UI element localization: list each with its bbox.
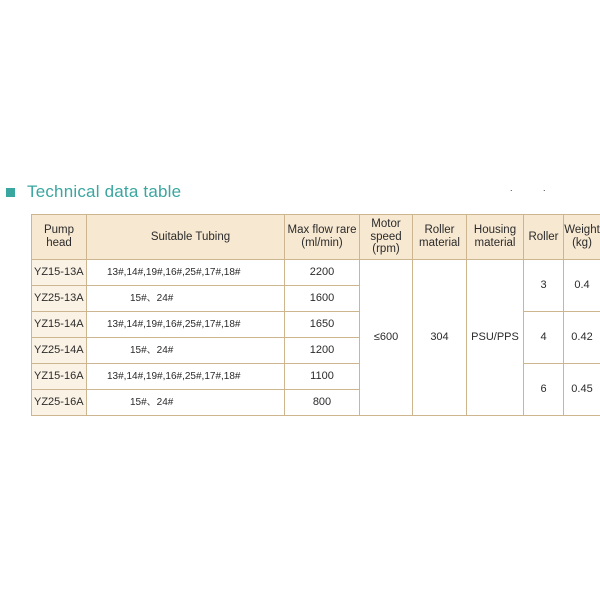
section-heading bbox=[6, 182, 181, 202]
tubing-cell: 15#、24# bbox=[87, 390, 285, 416]
technical-data-table bbox=[31, 214, 600, 416]
roller-material-cell: 304 bbox=[413, 260, 467, 416]
table-row bbox=[32, 260, 600, 286]
flow-cell: 2200 bbox=[285, 260, 360, 286]
header-roller: Roller bbox=[524, 215, 564, 260]
header-suitable-tubing: Suitable Tubing bbox=[87, 215, 285, 260]
weight-cell: 0.4 bbox=[564, 260, 600, 312]
roller-count-cell: 6 bbox=[524, 364, 564, 416]
pump-head-cell: YZ15-14A bbox=[32, 312, 87, 338]
flow-cell: 800 bbox=[285, 390, 360, 416]
header-pump-head: Pump head bbox=[32, 215, 87, 260]
motor-speed-cell: ≤600 bbox=[360, 260, 413, 416]
flow-cell: 1200 bbox=[285, 338, 360, 364]
pump-head-cell: YZ25-13A bbox=[32, 286, 87, 312]
flow-cell: 1100 bbox=[285, 364, 360, 390]
tubing-cell: 15#、24# bbox=[87, 338, 285, 364]
tubing-cell: 15#、24# bbox=[87, 286, 285, 312]
roller-count-cell: 3 bbox=[524, 260, 564, 312]
pump-head-cell: YZ25-16A bbox=[32, 390, 87, 416]
flow-cell: 1600 bbox=[285, 286, 360, 312]
header-max-flow: Max flow rare (ml/min) bbox=[285, 215, 360, 260]
weight-cell: 0.42 bbox=[564, 312, 600, 364]
weight-cell: 0.45 bbox=[564, 364, 600, 416]
pump-head-cell: YZ15-16A bbox=[32, 364, 87, 390]
table-header-row bbox=[32, 215, 600, 260]
pump-head-cell: YZ15-13A bbox=[32, 260, 87, 286]
header-motor-speed: Motor speed (rpm) bbox=[360, 215, 413, 260]
tubing-cell: 13#,14#,19#,16#,25#,17#,18# bbox=[87, 364, 285, 390]
tubing-cell: 13#,14#,19#,16#,25#,17#,18# bbox=[87, 260, 285, 286]
roller-count-cell: 4 bbox=[524, 312, 564, 364]
heading-square-icon bbox=[6, 188, 15, 197]
section-title: Technical data table bbox=[27, 182, 182, 201]
tubing-cell: 13#,14#,19#,16#,25#,17#,18# bbox=[87, 312, 285, 338]
header-roller-material: Roller material bbox=[413, 215, 467, 260]
decorative-dots: . . bbox=[510, 183, 560, 193]
header-weight: Weight (kg) bbox=[564, 215, 600, 260]
flow-cell: 1650 bbox=[285, 312, 360, 338]
header-housing-material: Housing material bbox=[467, 215, 524, 260]
pump-head-cell: YZ25-14A bbox=[32, 338, 87, 364]
housing-material-cell: PSU/PPS bbox=[467, 260, 524, 416]
